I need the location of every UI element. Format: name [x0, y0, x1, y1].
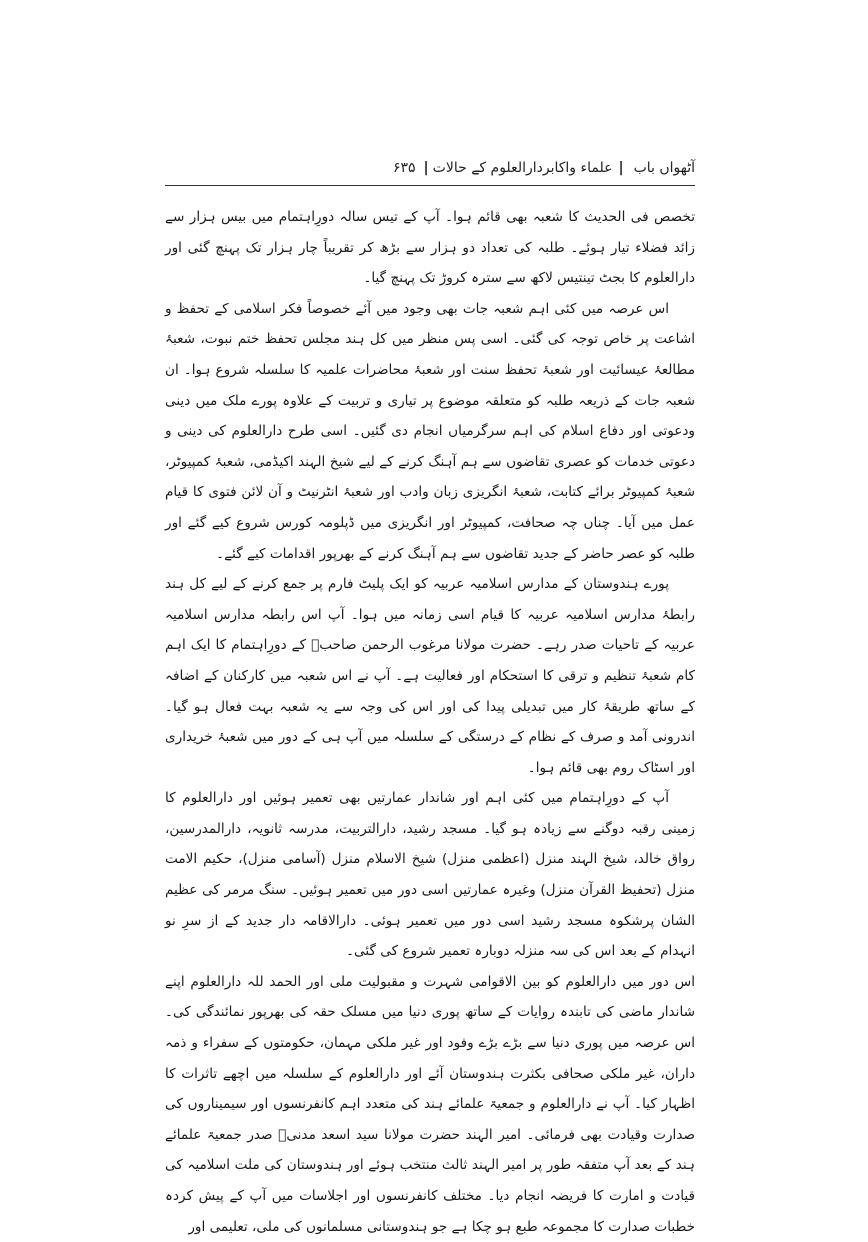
header-rule — [165, 185, 695, 186]
chapter-title: آٹھواں باب — [633, 160, 695, 176]
header-separator: | — [618, 160, 624, 176]
paragraph: پورے ہندوستان کے مدارس اسلامیہ عربیہ کو ایک پلیٹ فارم پر جمع کرنے کے لیے کل ہند رابطۂ مدارس اسلامیہ عربیہ کا قیام اسی زمانہ میں ہوا۔ آپ اس رابطہ مدارس اسلامیہ عربیہ کے تاحیات صدر رہے۔ حضرت مولانا مرغوب الرحمن صاحبؒ کے دورِاہتمام کا ایک اہم کام شعبۂ تنظیم و ترقی کا استحکام اور فعالیت ہے۔ آپ نے اس شعبہ میں کارکنان کے اضافہ کے ساتھ طریقۂ کار میں تبدیلی پیدا کی اور اس کی وجہ سے یہ شعبہ بہت فعال ہو گیا۔ اندرونی آمد و صرف کے نظام کے درستگی کے سلسلہ میں آپ ہی کے دور میں شعبۂ خریداری اور اسٹاک روم بھی قائم ہوا۔ — [165, 576, 695, 776]
header-separator: | — [423, 160, 429, 176]
paragraph: آپ کے دورِاہتمام میں کئی اہم اور شاندار عمارتیں بھی تعمیر ہوئیں اور دارالعلوم کا زمینی رقبہ دوگنے سے زیادہ ہو گیا۔ مسجد رشید، دارالتربیت، مدرسہ ثانویہ، دارالمدرسین، رواق خالد، شیخ الہند منزل (اعظمی منزل) شیخ الاسلام منزل (آسامی منزل)، حکیم الامت منزل (تحفیظ القرآن منزل) وغیرہ عمارتیں اسی دور میں تعمیر ہوئیں۔ سنگ مرمر کی عظیم الشان پرشکوہ مسجد رشید اسی دور میں تعمیر ہوئی۔ دارالاقامہ دار جدید کے از سرِ نو انہدام کے بعد اس کی سہ منزلہ دوبارہ تعمیر شروع کی گئی۔ — [165, 790, 695, 960]
section-title: علماء واکابردارالعلوم کے حالات — [432, 160, 613, 176]
paragraph: تخصص فی الحدیث کا شعبہ بھی قائم ہوا۔ آپ کے تیس سالہ دورِاہتمام میں بیس ہزار سے زائد فضلاء تیار ہوئے۔ طلبہ کی تعداد دو ہزار سے بڑھ کر تقریباً چار ہزار تک پہنچ گئی اور دارالعلوم کا بجٹ تینتیس لاکھ سے سترہ کروڑ تک پہنچ گیا۔ — [165, 209, 695, 287]
body-text — [165, 202, 695, 1242]
paragraph: اس دور میں دارالعلوم کو بین الاقوامی شہرت و مقبولیت ملی اور الحمد للہ دارالعلوم اپنے شاندار ماضی کی تابندہ روایات کے ساتھ پوری دنیا میں مسلک حقہ کی بھرپور نمائندگی کی۔ اس عرصہ میں پوری دنیا سے بڑے بڑے وفود اور غیر ملکی مہمان، حکومتوں کے سفراء و ذمہ داران، غیر ملکی صحافی بکثرت ہندوستان آئے اور دارالعلوم کے سلسلہ میں اچھے تاثرات کا اظہار کیا۔ آپ نے دارالعلوم و جمعیۃ علمائے ہند کی متعدد اہم کانفرنسوں اور سیمیناروں کی صدارت وقیادت بھی فرمائی۔ امیر الہند حضرت مولانا سید اسعد مدنیؒ صدر جمعیۃ علمائے ہند کے بعد آپ متفقہ طور پر امیر الہند ثالث منتخب ہوئے اور ہندوستان کی ملت اسلامیہ کی قیادت و امارت کا فریضہ انجام دیا۔ مختلف کانفرنسوں اور اجلاسات میں آپ کے پیش کردہ خطبات صدارت کا مجموعہ طبع ہو چکا ہے جو ہندوستانی مسلمانوں کی ملی، تعلیمی اور — [165, 973, 695, 1235]
paragraph: اس عرصہ میں کئی اہم شعبہ جات بھی وجود میں آئے خصوصاً فکر اسلامی کے تحفظ و اشاعت پر خاص توجہ کی گئی۔ اسی پس منظر میں کل ہند مجلس تحفظ ختم نبوت، شعبۂ مطالعۂ عیسائیت اور شعبۂ تحفظ سنت اور شعبۂ محاضرات علمیہ کا سلسلہ شروع ہوا۔ ان شعبہ جات کے ذریعہ طلبہ کو متعلقہ موضوع پر تیاری و تربیت کے علاوہ پورے ملک میں دینی ودعوتی اور دفاع اسلام کی اہم سرگرمیاں انجام دی گئیں۔ اسی طرح دارالعلوم کی دینی و دعوتی خدمات کو عصری تقاضوں سے ہم آہنگ کرنے کے لیے شیخ الہند اکیڈمی، شعبۂ کمپیوٹر، شعبۂ کمپیوٹر برائے کتابت، شعبۂ انگریزی زبان وادب اور شعبۂ انٹرنیٹ و آن لائن فتوی کا قیام عمل میں آیا۔ چناں چہ صحافت، کمپیوٹر اور انگریزی میں ڈپلومہ کورس شروع کیے گئے اور طلبہ کو عصر حاضر کے جدید تقاضوں سے ہم آہنگ کرنے کے بھرپور اقدامات کیے گئے۔ — [165, 300, 695, 562]
page-number: ۶۳۵ — [392, 160, 416, 176]
running-header — [165, 152, 695, 184]
